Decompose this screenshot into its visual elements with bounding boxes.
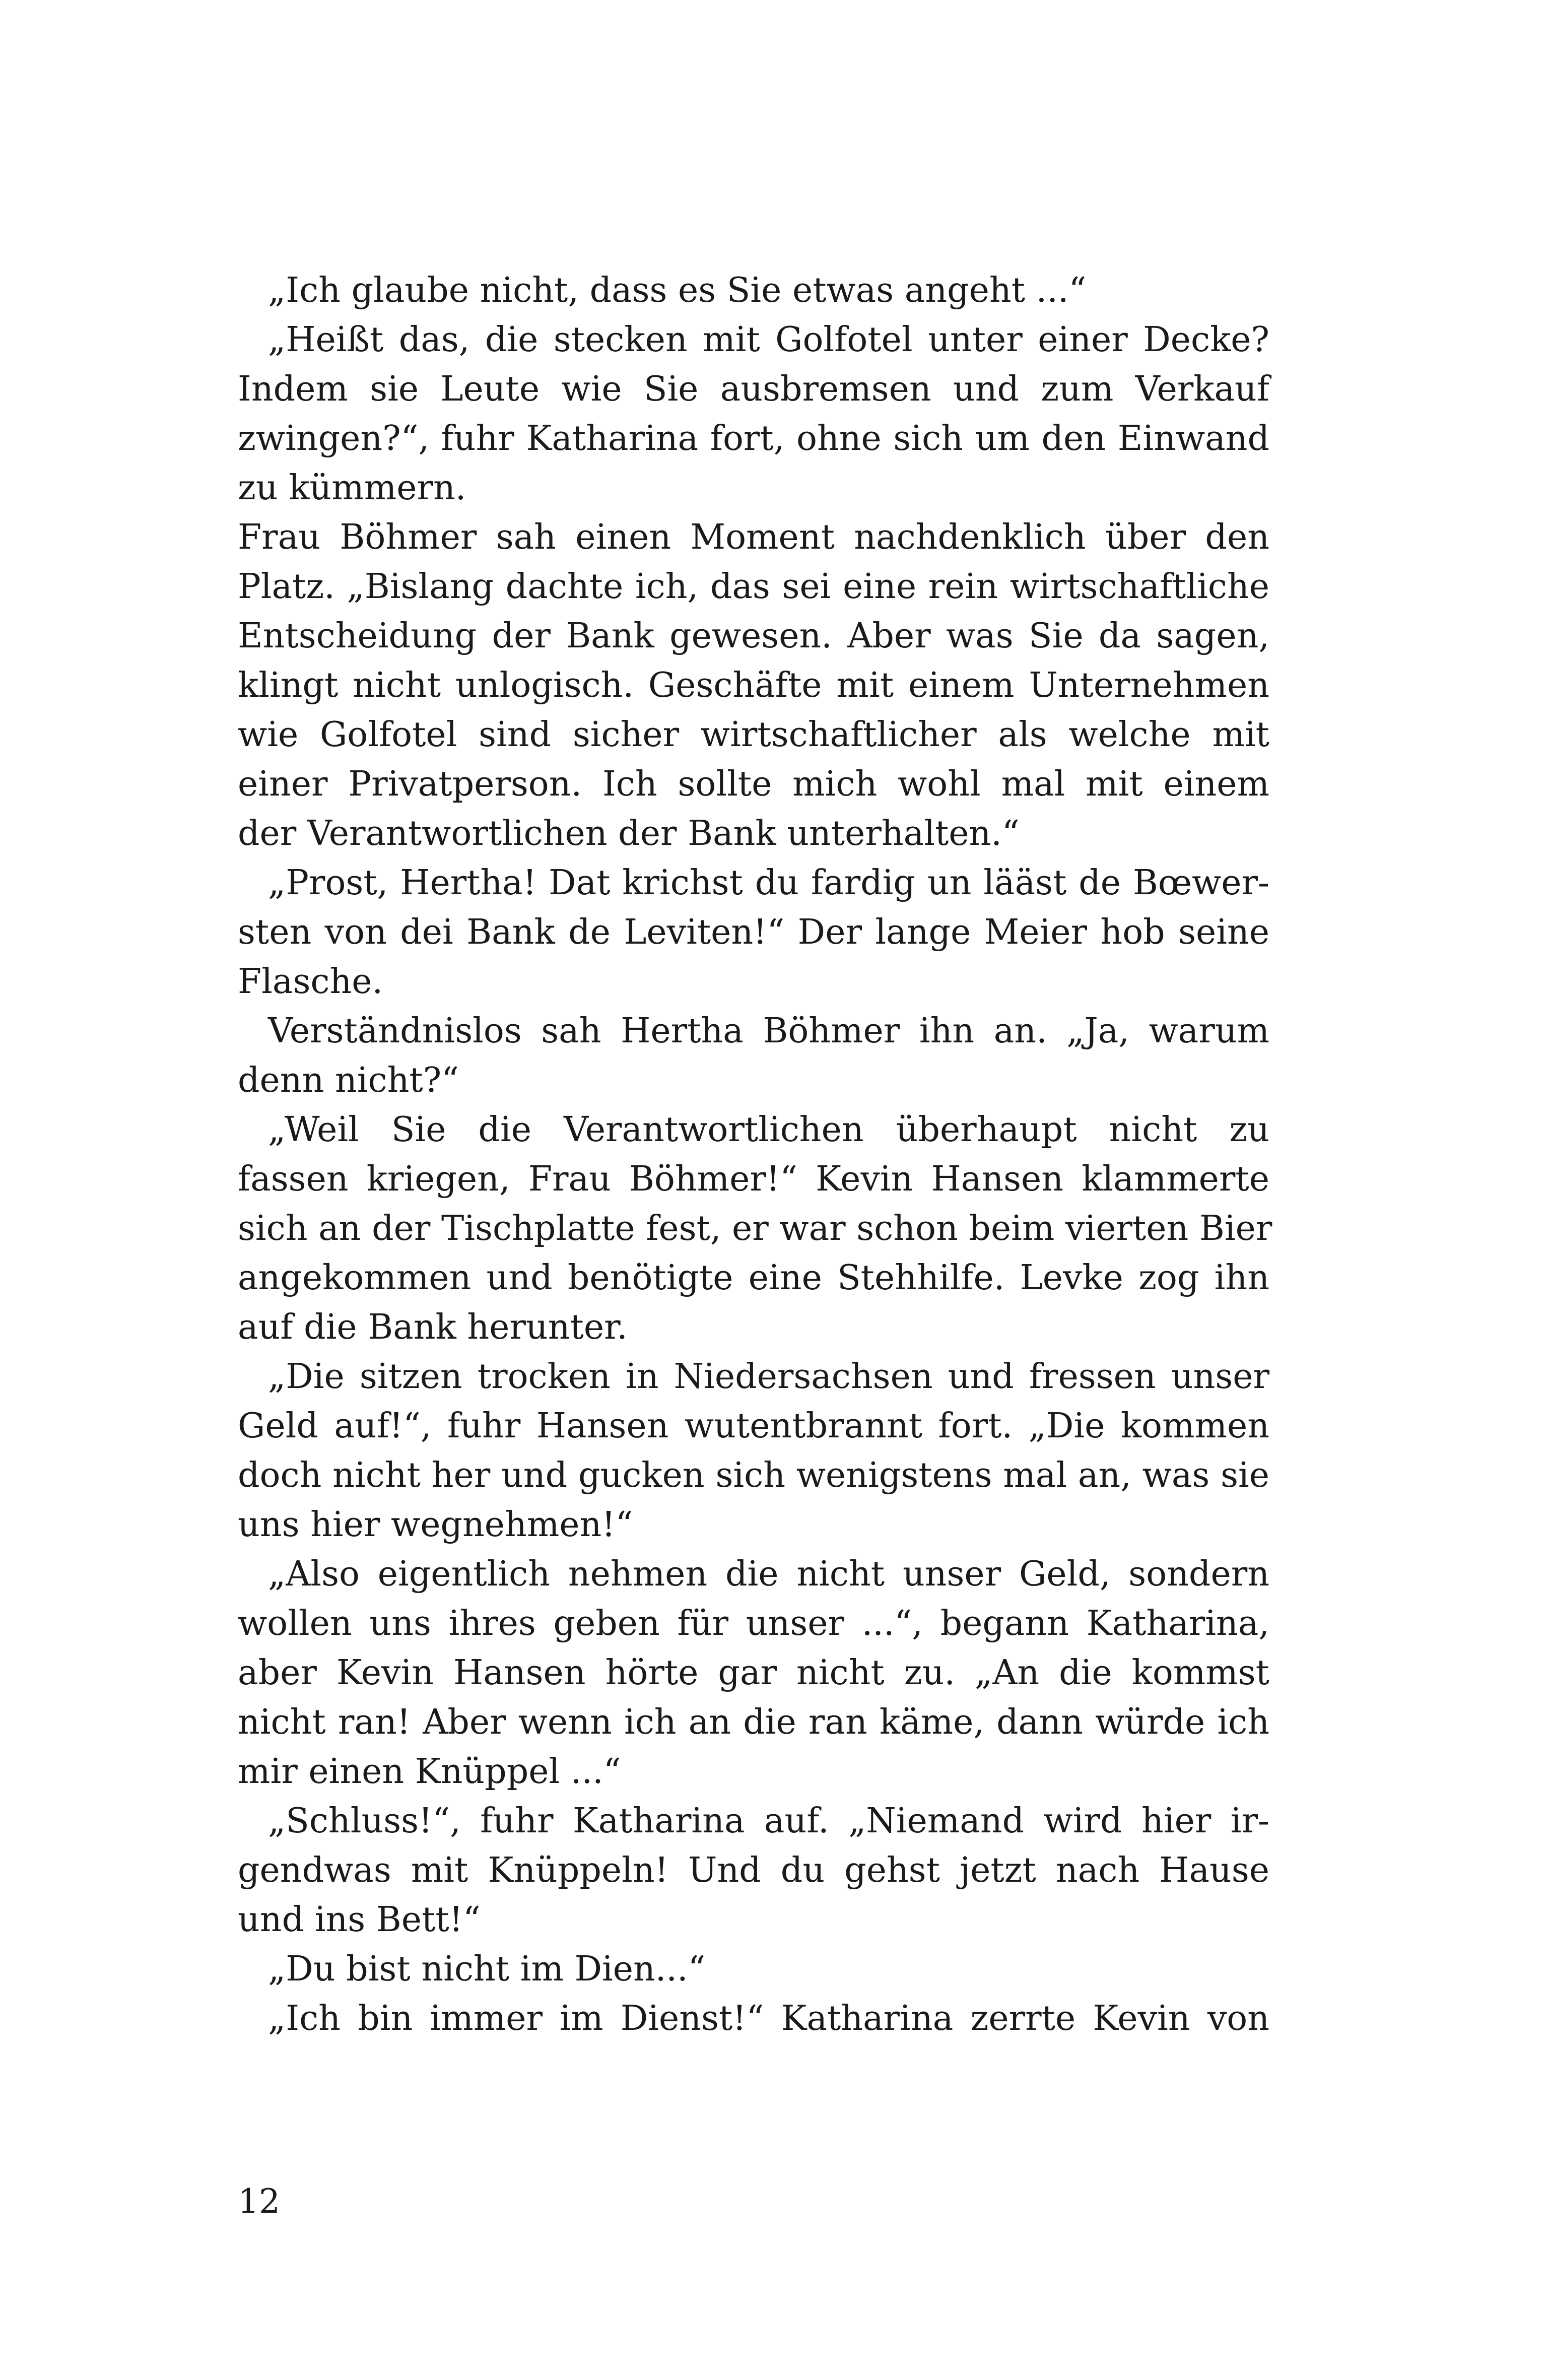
text-line: „Die sitzen trocken in Niedersachsen und fressen unser (268, 1357, 1269, 1397)
text-line: einer Privatperson. Ich sollte mich wohl mal mit einem (238, 764, 1269, 804)
text-line: zu kümmern. (238, 468, 466, 508)
text-line: denn nicht?“ (238, 1061, 459, 1100)
text-line: „Ich glaube nicht, dass es Sie etwas angeht ...“ (268, 271, 1087, 310)
text-line: wie Golfotel sind sicher wirtschaftlicher als welche mit (238, 715, 1269, 755)
text-line: auf die Bank herunter. (238, 1307, 628, 1347)
text-line: gendwas mit Knüppeln! Und du gehst jetzt nach Hause (238, 1850, 1269, 1890)
text-line: uns hier wegnehmen!“ (238, 1505, 633, 1545)
text-line: sten von dei Bank de Leviten!“ Der lange Meier hob seine (238, 912, 1269, 952)
text-line: „Weil Sie die Verantwortlichen überhaupt nicht zu (268, 1110, 1269, 1150)
text-line: Geld auf!“, fuhr Hansen wutentbrannt fort. „Die kommen (238, 1406, 1269, 1446)
text-line: Indem sie Leute wie Sie ausbremsen und zum Verkauf (238, 369, 1269, 409)
page-number: 12 (238, 2182, 280, 2221)
text-line: Entscheidung der Bank gewesen. Aber was Sie da sagen, (238, 616, 1269, 656)
text-line: „Prost, Hertha! Dat krichst du fardig un lääst de Bœwer- (268, 863, 1269, 903)
text-line: „Du bist nicht im Dien...“ (268, 1949, 706, 1989)
text-line: der Verantwortlichen der Bank unterhalten.“ (238, 814, 1020, 853)
text-line: mir einen Knüppel ...“ (238, 1752, 621, 1792)
text-line: fassen kriegen, Frau Böhmer!“ Kevin Hansen klammerte (238, 1159, 1269, 1199)
text-line: angekommen und benötigte eine Stehhilfe. Levke zog ihn (238, 1258, 1269, 1298)
text-line: Verständnislos sah Hertha Böhmer ihn an. „Ja, warum (268, 1011, 1269, 1051)
text-line: „Heißt das, die stecken mit Golfotel unter einer Decke? (268, 320, 1269, 360)
text-line: Platz. „Bislang dachte ich, das sei eine rein wirtschaftliche (238, 567, 1269, 607)
text-line: aber Kevin Hansen hörte gar nicht zu. „An die kommst (238, 1653, 1269, 1693)
text-line: nicht ran! Aber wenn ich an die ran käme, dann würde ich (238, 1702, 1269, 1742)
text-line: „Schluss!“, fuhr Katharina auf. „Niemand wird hier ir- (268, 1801, 1269, 1841)
text-line: Flasche. (238, 962, 383, 1002)
text-line: zwingen?“, fuhr Katharina fort, ohne sich um den Einwand (238, 419, 1269, 458)
text-line: „Also eigentlich nehmen die nicht unser Geld, sondern (268, 1554, 1269, 1594)
text-line: „Ich bin immer im Dienst!“ Katharina zerrte Kevin von (268, 1999, 1269, 2038)
body-text (238, 266, 1272, 2043)
text-line: sich an der Tischplatte fest, er war schon beim vierten Bier (238, 1209, 1272, 1248)
text-line: klingt nicht unlogisch. Geschäfte mit einem Unternehmen (238, 666, 1269, 705)
text-line: doch nicht her und gucken sich wenigstens mal an, was sie (238, 1456, 1269, 1495)
text-line: wollen uns ihres geben für unser ...“, begann Katharina, (238, 1604, 1269, 1643)
text-line: Frau Böhmer sah einen Moment nachdenklich über den (238, 517, 1269, 557)
text-line: und ins Bett!“ (238, 1900, 481, 1940)
